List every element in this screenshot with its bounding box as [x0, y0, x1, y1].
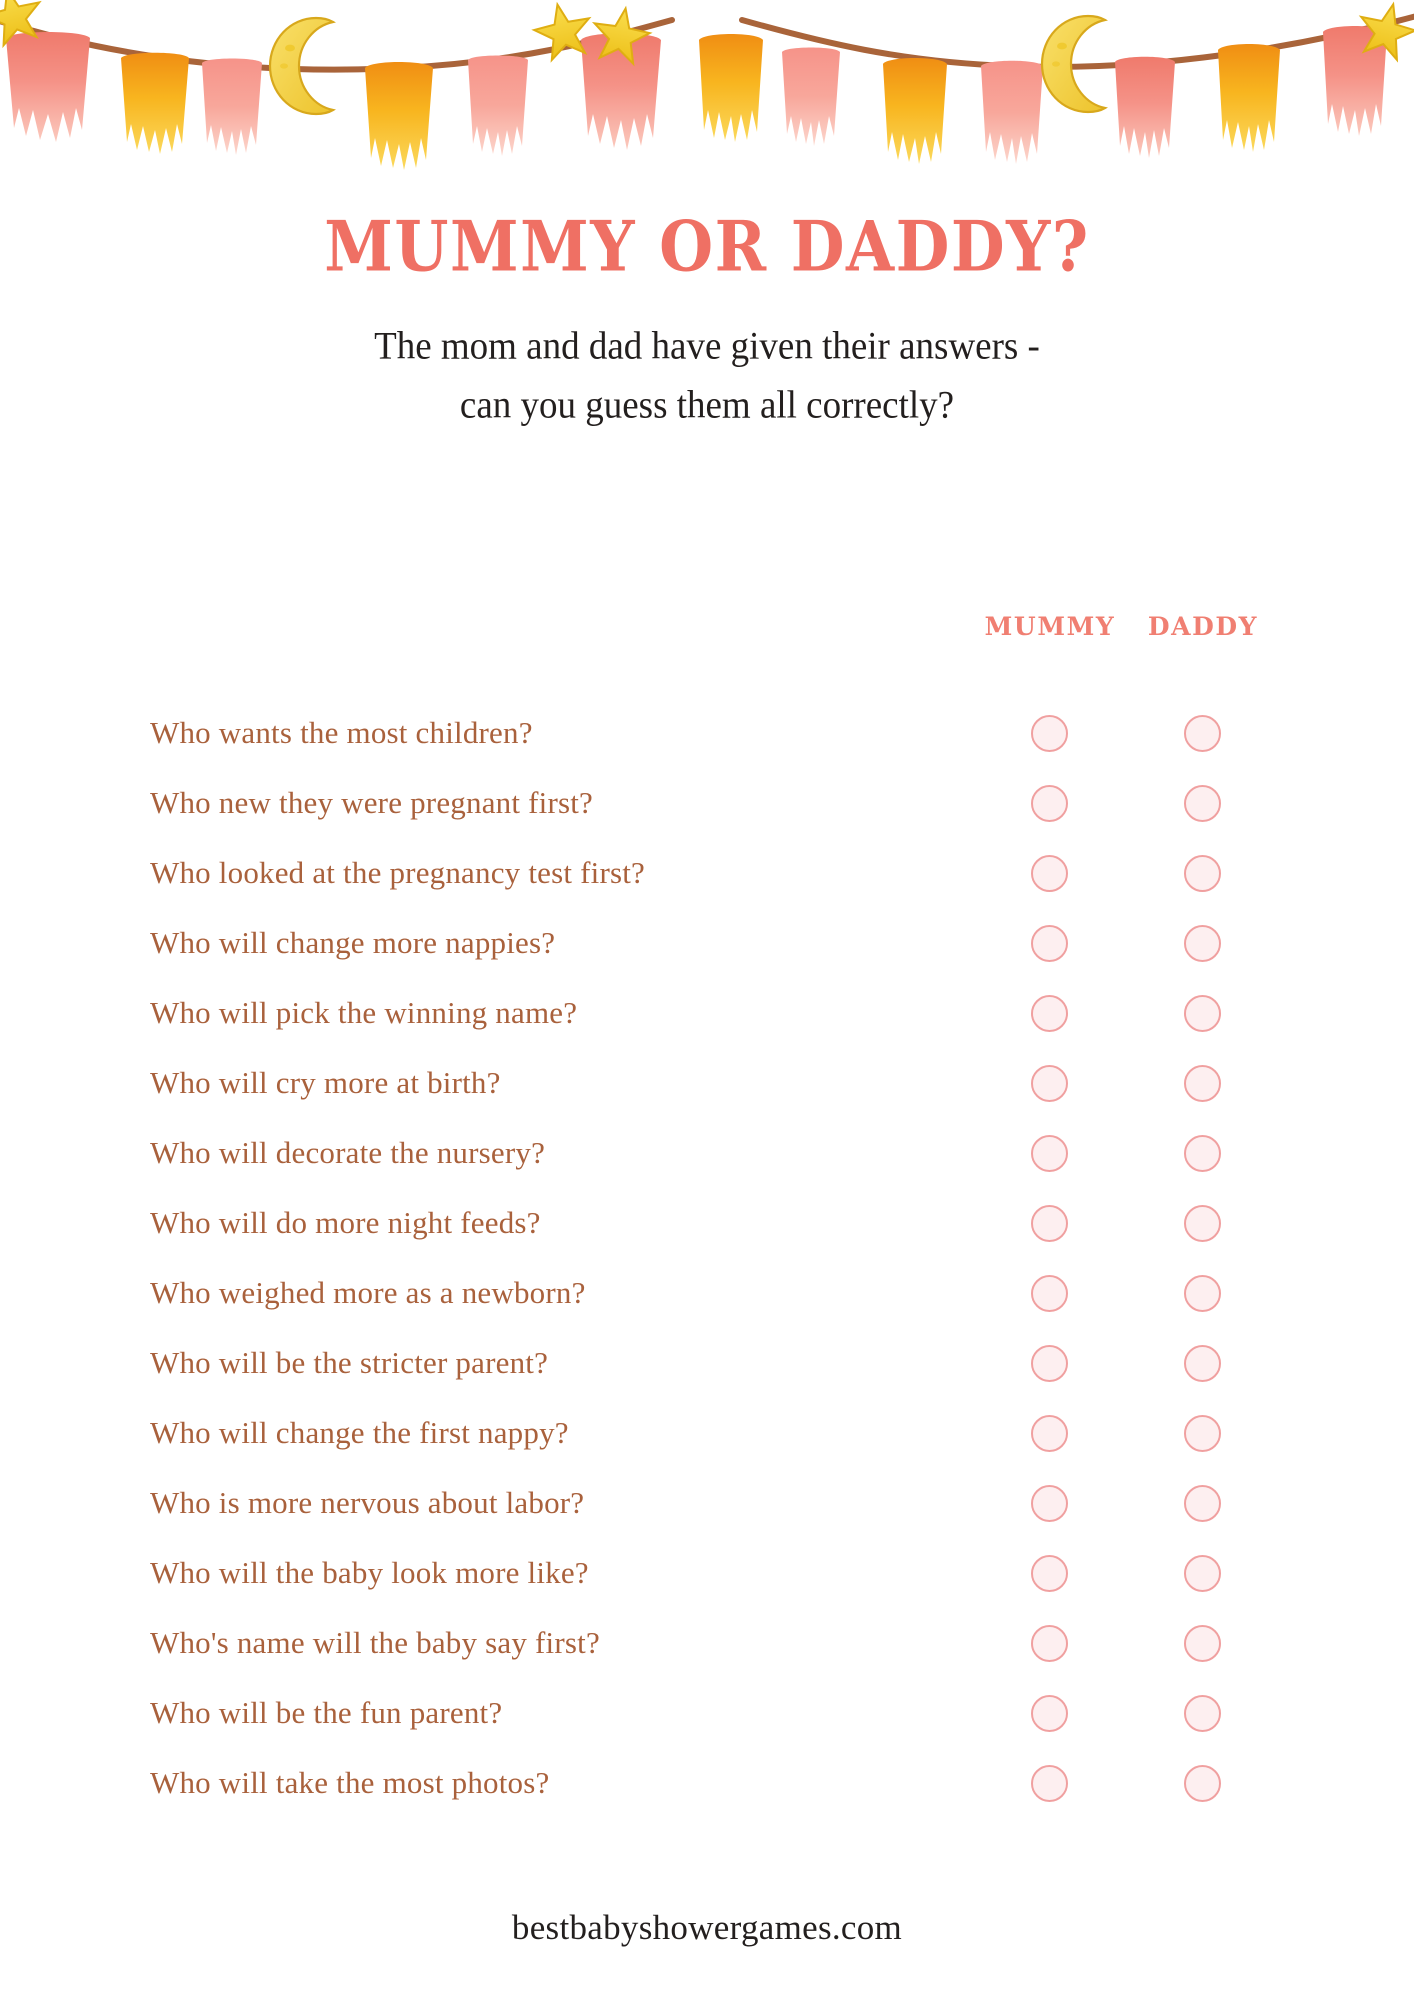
question-text: Who looked at the pregnancy test first? — [150, 855, 646, 890]
answer-bubble-daddy[interactable] — [1184, 1415, 1221, 1452]
quiz-row — [0, 908, 1414, 978]
answer-bubble-daddy[interactable] — [1184, 925, 1221, 962]
tassel-orange — [699, 34, 763, 142]
answer-bubble-mummy[interactable] — [1031, 925, 1068, 962]
answer-bubble-daddy[interactable] — [1184, 785, 1221, 822]
subtitle-line-2: can you guess them all correctly? — [459, 383, 955, 427]
answer-bubble-mummy[interactable] — [1031, 1275, 1068, 1312]
answer-bubble-mummy[interactable] — [1031, 1555, 1068, 1592]
quiz-row — [0, 1538, 1414, 1608]
page-title: MUMMY OR DADDY? — [324, 205, 1090, 288]
quiz-row — [0, 1398, 1414, 1468]
tassel-group-left — [6, 32, 661, 170]
question-text: Who weighed more as a newborn? — [150, 1275, 586, 1310]
footer — [0, 1908, 1414, 1948]
quiz-row — [0, 1118, 1414, 1188]
answer-bubble-daddy[interactable] — [1184, 1275, 1221, 1312]
question-text: Who's name will the baby say first? — [150, 1625, 600, 1660]
answer-bubble-mummy[interactable] — [1031, 995, 1068, 1032]
answer-bubble-daddy[interactable] — [1184, 1135, 1221, 1172]
question-text: Who will change more nappies? — [150, 925, 556, 960]
crescent-moon-icon — [270, 18, 333, 114]
quiz-row — [0, 1678, 1414, 1748]
answer-bubble-daddy[interactable] — [1184, 1625, 1221, 1662]
answer-bubble-daddy[interactable] — [1184, 715, 1221, 752]
question-text: Who new they were pregnant first? — [150, 785, 594, 820]
answer-bubble-mummy[interactable] — [1031, 1625, 1068, 1662]
answer-bubble-mummy[interactable] — [1031, 855, 1068, 892]
answer-bubble-mummy[interactable] — [1031, 1065, 1068, 1102]
quiz-row — [0, 1258, 1414, 1328]
quiz-row — [0, 1048, 1414, 1118]
tassel-pink — [202, 59, 262, 156]
footer-website-url: bestbabyshowergames.com — [511, 1908, 903, 1947]
answer-bubble-mummy[interactable] — [1031, 1765, 1068, 1802]
tassel-pink — [468, 56, 528, 157]
question-text: Who will be the fun parent? — [150, 1695, 503, 1730]
answer-bubble-daddy[interactable] — [1184, 855, 1221, 892]
tassel-garland-banner — [0, 0, 1414, 175]
answer-bubble-mummy[interactable] — [1031, 1205, 1068, 1242]
tassel-pink — [6, 32, 90, 142]
quiz-row — [0, 1328, 1414, 1398]
quiz-table — [0, 612, 1414, 1818]
answer-bubble-daddy[interactable] — [1184, 995, 1221, 1032]
answer-bubble-mummy[interactable] — [1031, 1345, 1068, 1382]
quiz-row — [0, 1188, 1414, 1258]
question-text: Who will be the stricter parent? — [150, 1345, 549, 1380]
question-text: Who will pick the winning name? — [150, 995, 578, 1030]
column-header-mummy: MUMMY — [984, 612, 1116, 641]
answer-bubble-mummy[interactable] — [1031, 785, 1068, 822]
answer-bubble-daddy[interactable] — [1184, 1695, 1221, 1732]
quiz-row — [0, 978, 1414, 1048]
subtitle-line-1: The mom and dad have given their answers - — [374, 324, 1040, 368]
tassel-pink — [1115, 57, 1175, 158]
question-text: Who will the baby look more like? — [150, 1555, 589, 1590]
answer-bubble-daddy[interactable] — [1184, 1765, 1221, 1802]
question-text: Who will change the first nappy? — [150, 1415, 569, 1450]
quiz-row — [0, 838, 1414, 908]
tassel-orange — [121, 53, 189, 154]
question-text: Who will do more night feeds? — [150, 1205, 541, 1240]
tassel-pink — [782, 48, 840, 147]
answer-bubble-daddy[interactable] — [1184, 1065, 1221, 1102]
quiz-row — [0, 768, 1414, 838]
tassel-orange — [883, 58, 947, 164]
quiz-row — [0, 1608, 1414, 1678]
quiz-rows — [0, 698, 1414, 1818]
answer-bubble-mummy[interactable] — [1031, 1135, 1068, 1172]
answer-bubble-daddy[interactable] — [1184, 1485, 1221, 1522]
answer-bubble-mummy[interactable] — [1031, 1415, 1068, 1452]
question-text: Who will cry more at birth? — [150, 1065, 501, 1100]
question-text: Who will take the most photos? — [150, 1765, 550, 1800]
title-block — [0, 205, 1414, 428]
quiz-row — [0, 1468, 1414, 1538]
tassel-orange — [1218, 44, 1280, 152]
quiz-row — [0, 698, 1414, 768]
tassel-pink — [981, 61, 1043, 164]
answer-bubble-mummy[interactable] — [1031, 715, 1068, 752]
answer-bubble-daddy[interactable] — [1184, 1205, 1221, 1242]
column-header-row — [0, 612, 1414, 658]
answer-bubble-mummy[interactable] — [1031, 1485, 1068, 1522]
column-header-daddy: DADDY — [1147, 612, 1259, 641]
question-text: Who will decorate the nursery? — [150, 1135, 546, 1170]
answer-bubble-daddy[interactable] — [1184, 1555, 1221, 1592]
tassel-orange — [365, 62, 433, 170]
page-subtitle — [0, 317, 1414, 435]
answer-bubble-daddy[interactable] — [1184, 1345, 1221, 1382]
question-text: Who is more nervous about labor? — [150, 1485, 585, 1520]
quiz-row — [0, 1748, 1414, 1818]
question-text: Who wants the most children? — [150, 715, 533, 750]
answer-bubble-mummy[interactable] — [1031, 1695, 1068, 1732]
